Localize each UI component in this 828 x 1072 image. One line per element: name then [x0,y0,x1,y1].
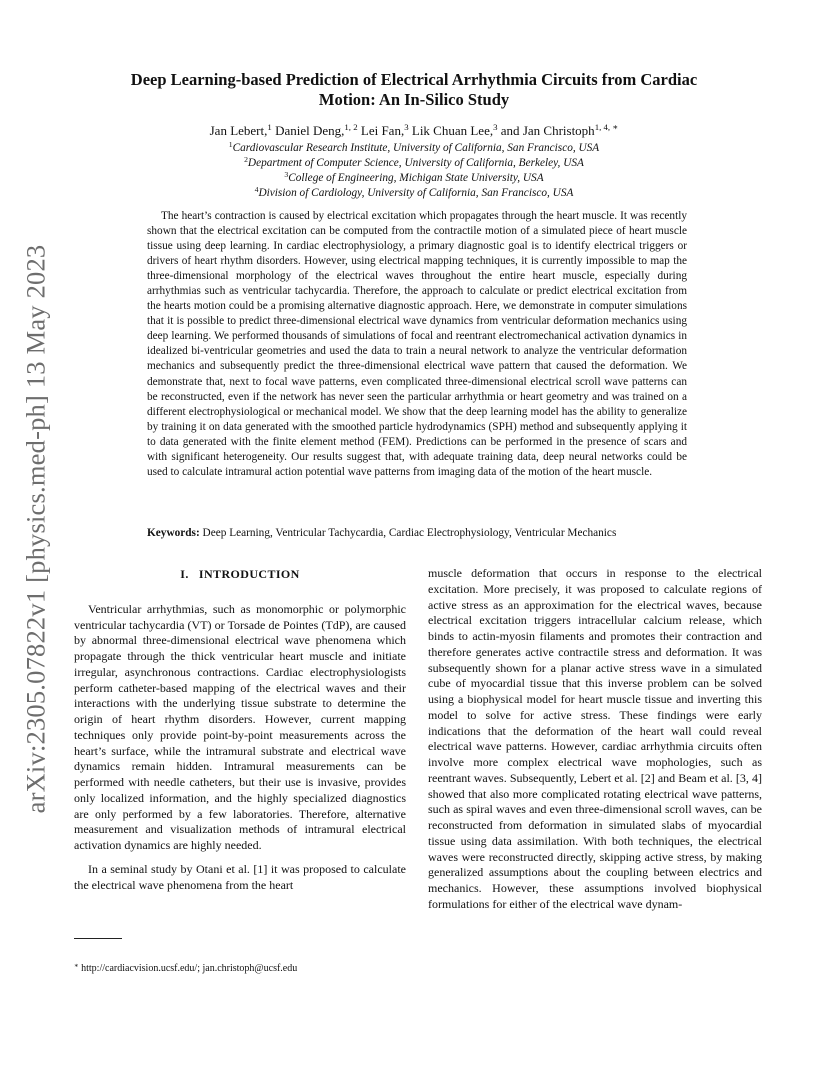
intro-paragraph-2: In a seminal study by Otani et al. [1] it was proposed to calculate the electrical wave phenomena from the heart [74,861,406,892]
author: Lei Fan,$^3$ [360,122,409,138]
footnote-text: http://cardiacvision.ucsf.edu/; jan.christoph@ucsf.edu [78,963,298,974]
author-list [80,123,748,139]
keywords-text: Deep Learning, Ventricular Tachycardia, Cardiac Electrophysiology, Ventricular Mechanics [199,527,617,539]
author: Jan Christoph$^{1, 4, ∗}$ [522,122,619,138]
footnote [74,962,297,975]
footnote-mark: ∗ [74,962,79,970]
affiliation: $^3$College of Engineering, Michigan State University, USA [284,169,544,184]
keywords-label: Keywords: [147,527,200,539]
intro-paragraph-1: Ventricular arrhythmias, such as monomorphic or polymorphic ventricular tachycardia (VT) or Torsade de Pointes (TdP), are caused by abnormal three-dimensional electrical wave phenomena which propagate through the thick ventricular heart muscle and initiate irregular, asynchronous contractions. Cardiac electrophysiologists perform catheter-based mapping of the electrical waves and their interactions with the underlying tissue substrate to determine the origin of heart rhythm disorders. However, current mapping techniques only provide point-by-point measurements across the heart’s surface, while the intramural substrate and electrical wave dynamics remain hidden. Intramural measurements can be performed with needle catheters, but their use is invasive, provides only localized information, and the highly specialized diagnostics are only performed by a few laboratories. Therefore, alternative measurement and visualization methods of intramural electrical activation dynamics are highly needed. [74,601,406,852]
footnote-rule [74,938,122,939]
author: Lik Chuan Lee,$^3$ and [411,122,523,138]
author: Jan Lebert,$^1$ [209,122,272,138]
section-heading: I. INTRODUCTION [180,567,300,581]
affiliations [80,141,748,201]
right-column-paragraph: muscle deformation that occurs in response to the electrical excitation. More precisely, it was proposed to calculate regions of active stress as an approximation for the electrical waves, because electrical excitation triggers intracellular calcium release, which binds to actin-myosin filaments and promotes their contraction and therefore generates active contractile stress and deformation. It was subsequently shown for a planar active stress wave in a simulated cube of myocardial tissue that this inverse problem can be solved using a biophysical model for heart muscle tissue and inverting this model to solve for active stress. These findings were early indications that the deformation of the heart wall could reveal electrical wave patterns. However, cardiac arrhythmia circuits often involve more complex electrical wave mophologies, such as reentrant waves. Subsequently, Lebert et al. [2] and Beam et al. [3, 4] showed that also more complicated rotating electrical wave patterns, such as spiral waves and even three-dimensional scroll waves, can be reconstructed from deformation in simulated slabs of myocardial tissue using data assimilation. With both techniques, the electrical waves were reconstructed directly, skipping active stress, by making generalized assumptions about the coupling between electrics and mechanics. However, these assumptions involved biophysical formulations for either of the electrical wave dynam- [428,566,762,911]
left-column [74,566,406,893]
author: Daniel Deng,$^{1, 2}$ [275,122,358,138]
right-column [428,566,762,913]
arxiv-id-text: arXiv:2305.07822v1 [physics.med-ph] 13 May 2023 [20,244,51,814]
affiliation: $^2$Department of Computer Science, University of California, Berkeley, USA [244,154,584,169]
arxiv-identifier [20,234,52,824]
title-line-2: Motion: An In-Silico Study [318,90,510,109]
title-line-1: Deep Learning-based Prediction of Electrical Arrhythmia Circuits from Cardiac [130,70,698,89]
keywords [147,526,727,541]
abstract: The heart’s contraction is caused by electrical excitation which propagates through the heart muscle. It was recently shown that the electrical excitation can be computed from the contractile motion of a simulated piece of heart muscle tissue using deep learning. In cardiac electrophysiology, a primary diagnostic goal is to identify electrical triggers or drivers of heart rhythm disorders. However, using electrical mapping techniques, it is currently impossible to map the three-dimensional morphology of the electrical waves throughout the entire heart muscle, especially during arrhythmias such as ventricular tachycardia. Therefore, the approach to calculate or predict electrical excitation from the hearts motion could be a promising alternative diagnostic approach. Here, we demonstrate in computer simulations that it is possible to predict three-dimensional electrical wave dynamics from ventricular deformation mechanics using deep learning. We performed thousands of simulations of focal and reentrant electromechanical activation dynamics in idealized bi-ventricular geometries and used the data to train a neural network to analyze the ventricular deformation mechanics and subsequently predict the three-dimensional electrical wave pattern that caused the deformation. We demonstrate that, next to focal wave patterns, even complicated three-dimensional electrical scroll wave patterns can be reconstructed, even if the network has never seen the particular arrhythmia or heart geometry and was trained on a different electrophysiological or mechanical model. We show that the deep learning model has the ability to generalize by training it on data generated with the smoothed particle hydrodynamics (SPH) method and subsequently applying it to data generated with the finite element method (FEM). Predictions can be performed in the presence of scars and with significant heterogeneity. Our results suggest that, with adequate training data, deep neural networks could be used to calculate intramural action potential wave patterns from imaging data of the motion of the heart muscle. [147,210,687,478]
affiliation: $^4$Division of Cardiology, University of California, San Francisco, USA [254,184,574,199]
paper-title [80,70,748,110]
affiliation: $^1$Cardiovascular Research Institute, University of California, San Francisco, USA [228,139,600,154]
